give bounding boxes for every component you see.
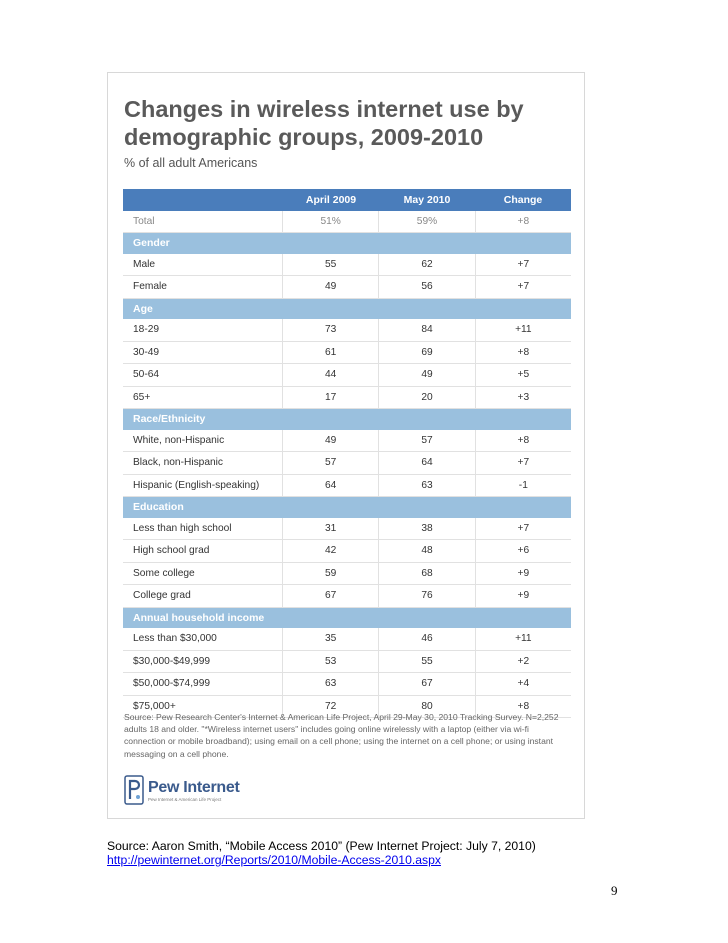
cell-change: +7 (475, 452, 571, 474)
row-label: $50,000-$74,999 (133, 678, 211, 690)
table-row (123, 254, 571, 277)
cell-april-2009: 67 (282, 585, 378, 607)
cell-april-2009: 63 (282, 673, 378, 695)
pew-internet-logo (124, 775, 240, 805)
cell-change: +4 (475, 673, 571, 695)
table-row (123, 540, 571, 563)
cell-may-2010: 49 (378, 364, 474, 386)
cell-change: +8 (475, 211, 571, 232)
section-header: Race/Ethnicity (123, 409, 571, 430)
source-caption: Source: Aaron Smith, “Mobile Access 2010” (Pew Internet Project: July 7, 2010) (107, 839, 536, 853)
source-note: Source: Pew Research Center's Internet & American Life Project, April 29-May 30, 2010 Tracking Survey. N=2,252 adults 18 and older. "*Wireless internet users" includes going online wirelessly with a laptop (either via wi-fi connection or mobile broadband); using email on a cell phone; using the internet on a cell phone; or using instant messaging on a cell phone. (124, 712, 559, 759)
row-label: 30-49 (133, 346, 160, 358)
row-label: Less than high school (133, 522, 232, 534)
cell-change: +3 (475, 387, 571, 409)
cell-may-2010: 57 (378, 430, 474, 452)
section-header: Annual household income (123, 608, 571, 629)
cell-may-2010: 48 (378, 540, 474, 562)
cell-change: +9 (475, 585, 571, 607)
cell-change: +11 (475, 628, 571, 650)
cell-may-2010: 64 (378, 452, 474, 474)
row-label: $30,000-$49,999 (133, 655, 211, 667)
table-row (123, 628, 571, 651)
header-cell: May 2010 (403, 194, 451, 206)
row-label: Female (133, 281, 167, 293)
cell-april-2009: 51% (282, 211, 378, 232)
cell-change: +11 (475, 319, 571, 341)
cell-april-2009: 31 (282, 518, 378, 540)
cell-april-2009: 44 (282, 364, 378, 386)
cell-change: +6 (475, 540, 571, 562)
row-label: White, non-Hispanic (133, 434, 225, 446)
cell-change: +8 (475, 430, 571, 452)
cell-april-2009: 42 (282, 540, 378, 562)
table-row (123, 651, 571, 674)
cell-may-2010: 62 (378, 254, 474, 276)
table-row (123, 518, 571, 541)
table-row (123, 342, 571, 365)
cell-may-2010: 76 (378, 585, 474, 607)
total-row (123, 211, 571, 233)
cell-may-2010: 84 (378, 319, 474, 341)
table-row (123, 430, 571, 453)
cell-april-2009: 55 (282, 254, 378, 276)
cell-may-2010: 55 (378, 651, 474, 673)
cell-april-2009: 49 (282, 430, 378, 452)
cell-change: +9 (475, 563, 571, 585)
table-row (123, 673, 571, 696)
figure-subtitle: % of all adult Americans (124, 156, 258, 170)
table-row (123, 364, 571, 387)
cell-may-2010: 59% (378, 211, 474, 232)
header-cell: April 2009 (305, 194, 357, 206)
table-row (123, 276, 571, 299)
cell-april-2009: 61 (282, 342, 378, 364)
row-label: Male (133, 258, 156, 270)
cell-may-2010: 63 (378, 475, 474, 497)
header-cell: Change (503, 194, 543, 206)
table-row (123, 585, 571, 608)
cell-april-2009: 49 (282, 276, 378, 298)
row-label: College grad (133, 590, 191, 602)
row-label: 50-64 (133, 369, 160, 381)
section-header: Education (123, 497, 571, 518)
cell-change: +8 (475, 342, 571, 364)
table-row (123, 563, 571, 586)
pew-logo-icon (124, 775, 144, 805)
section-header: Age (123, 299, 571, 320)
cell-may-2010: 69 (378, 342, 474, 364)
cell-may-2010: 80 (378, 696, 474, 718)
cell-may-2010: 56 (378, 276, 474, 298)
row-label: 18-29 (133, 324, 160, 336)
data-table (123, 189, 571, 718)
cell-april-2009: 57 (282, 452, 378, 474)
table-row (123, 319, 571, 342)
cell-may-2010: 67 (378, 673, 474, 695)
page-number: 9 (611, 883, 618, 898)
row-label: Less than $30,000 (133, 633, 217, 645)
row-label: 65+ (133, 391, 151, 403)
cell-change: +7 (475, 518, 571, 540)
table-row (123, 387, 571, 410)
section-header: Gender (123, 233, 571, 254)
row-label: Total (133, 216, 155, 227)
cell-change: +7 (475, 254, 571, 276)
cell-april-2009: 72 (282, 696, 378, 718)
chart-figure (107, 72, 585, 819)
table-row (123, 475, 571, 498)
cell-april-2009: 53 (282, 651, 378, 673)
cell-change: +7 (475, 276, 571, 298)
logo-tagline: Pew Internet & American Life Project (148, 796, 222, 802)
row-label: Some college (133, 567, 195, 579)
row-label: High school grad (133, 545, 210, 557)
cell-may-2010: 46 (378, 628, 474, 650)
cell-april-2009: 64 (282, 475, 378, 497)
table-header (123, 189, 571, 211)
row-label: Black, non-Hispanic (133, 457, 224, 469)
cell-change: +5 (475, 364, 571, 386)
cell-change: -1 (475, 475, 571, 497)
cell-change: +8 (475, 696, 571, 718)
cell-may-2010: 68 (378, 563, 474, 585)
cell-april-2009: 17 (282, 387, 378, 409)
figure-title: Changes in wireless internet use by demographic groups, 2009-2010 (124, 96, 524, 150)
source-link[interactable]: http://pewinternet.org/Reports/2010/Mobile-Access-2010.aspx (107, 853, 441, 867)
row-label: $75,000+ (133, 700, 176, 712)
cell-change: +2 (475, 651, 571, 673)
row-label: Hispanic (English-speaking) (133, 479, 260, 491)
table-row (123, 452, 571, 475)
cell-may-2010: 38 (378, 518, 474, 540)
cell-april-2009: 59 (282, 563, 378, 585)
cell-may-2010: 20 (378, 387, 474, 409)
logo-name: Pew Internet (148, 778, 240, 796)
cell-april-2009: 73 (282, 319, 378, 341)
cell-april-2009: 35 (282, 628, 378, 650)
